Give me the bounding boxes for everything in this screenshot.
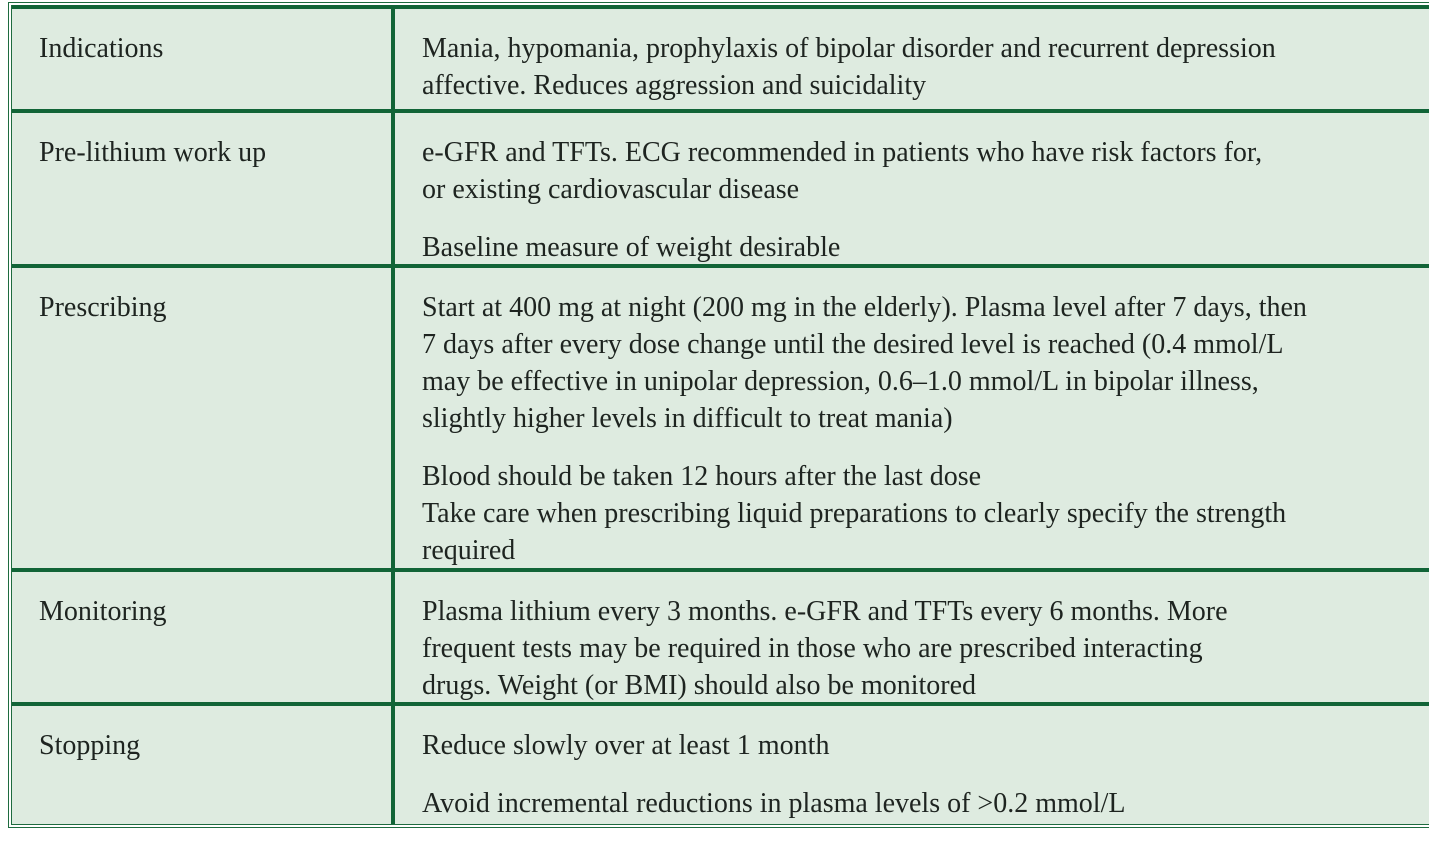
lithium-table — [8, 2, 1429, 828]
text-line: Start at 400 mg at night (200 mg in the elderly). Plasma level after 7 days, then — [422, 292, 1307, 323]
text-line: slightly higher levels in difficult to treat mania) — [422, 403, 953, 434]
row-label: Indications — [12, 9, 395, 109]
paragraph — [422, 289, 1429, 437]
row-content — [395, 9, 1429, 109]
table-row-prescribing — [12, 264, 1429, 568]
table-row-pre-lithium-work-up — [12, 109, 1429, 264]
text-line: Mania, hypomania, prophylaxis of bipolar disorder and recurrent depression — [422, 33, 1276, 64]
paragraph — [422, 134, 1429, 208]
row-content — [395, 706, 1429, 824]
text-line: or existing cardiovascular disease — [422, 174, 800, 205]
paragraph — [422, 727, 1429, 764]
text-line: e-GFR and TFTs. ECG recommended in patients who have risk factors for, — [422, 137, 1263, 168]
text-line: Take care when prescribing liquid preparations to clearly specify the strength — [422, 498, 1287, 529]
row-content — [395, 268, 1429, 568]
paragraph — [422, 785, 1429, 822]
row-label: Pre-lithium work up — [12, 113, 395, 264]
text-line: required — [422, 535, 516, 566]
paragraph — [422, 593, 1429, 704]
text-line: 7 days after every dose change until the desired level is reached (0.4 mmol/L — [422, 329, 1284, 360]
text-line: Avoid incremental reductions in plasma levels of >0.2 mmol/L — [422, 788, 1126, 819]
paragraph — [422, 458, 1429, 569]
table-row-monitoring — [12, 568, 1429, 702]
text-line: Blood should be taken 12 hours after the last dose — [422, 461, 982, 492]
text-line: drugs. Weight (or BMI) should also be monitored — [422, 670, 977, 701]
table-body — [11, 5, 1429, 825]
row-label: Monitoring — [12, 572, 395, 702]
text-line: may be effective in unipolar depression, 0.6–1.0 mmol/L in bipolar illness, — [422, 366, 1259, 397]
row-label: Stopping — [12, 706, 395, 824]
row-content — [395, 113, 1429, 264]
text-line: Reduce slowly over at least 1 month — [422, 730, 830, 761]
paragraph — [422, 30, 1429, 104]
text-line: Baseline measure of weight desirable — [422, 232, 841, 263]
paragraph — [422, 229, 1429, 266]
text-line: affective. Reduces aggression and suicidality — [422, 70, 927, 101]
table-row-indications — [12, 5, 1429, 109]
text-line: frequent tests may be required in those who are prescribed interacting — [422, 633, 1203, 664]
table-row-stopping — [12, 702, 1429, 824]
row-label: Prescribing — [12, 268, 395, 568]
text-line: Plasma lithium every 3 months. e-GFR and TFTs every 6 months. More — [422, 596, 1228, 627]
row-content — [395, 572, 1429, 702]
